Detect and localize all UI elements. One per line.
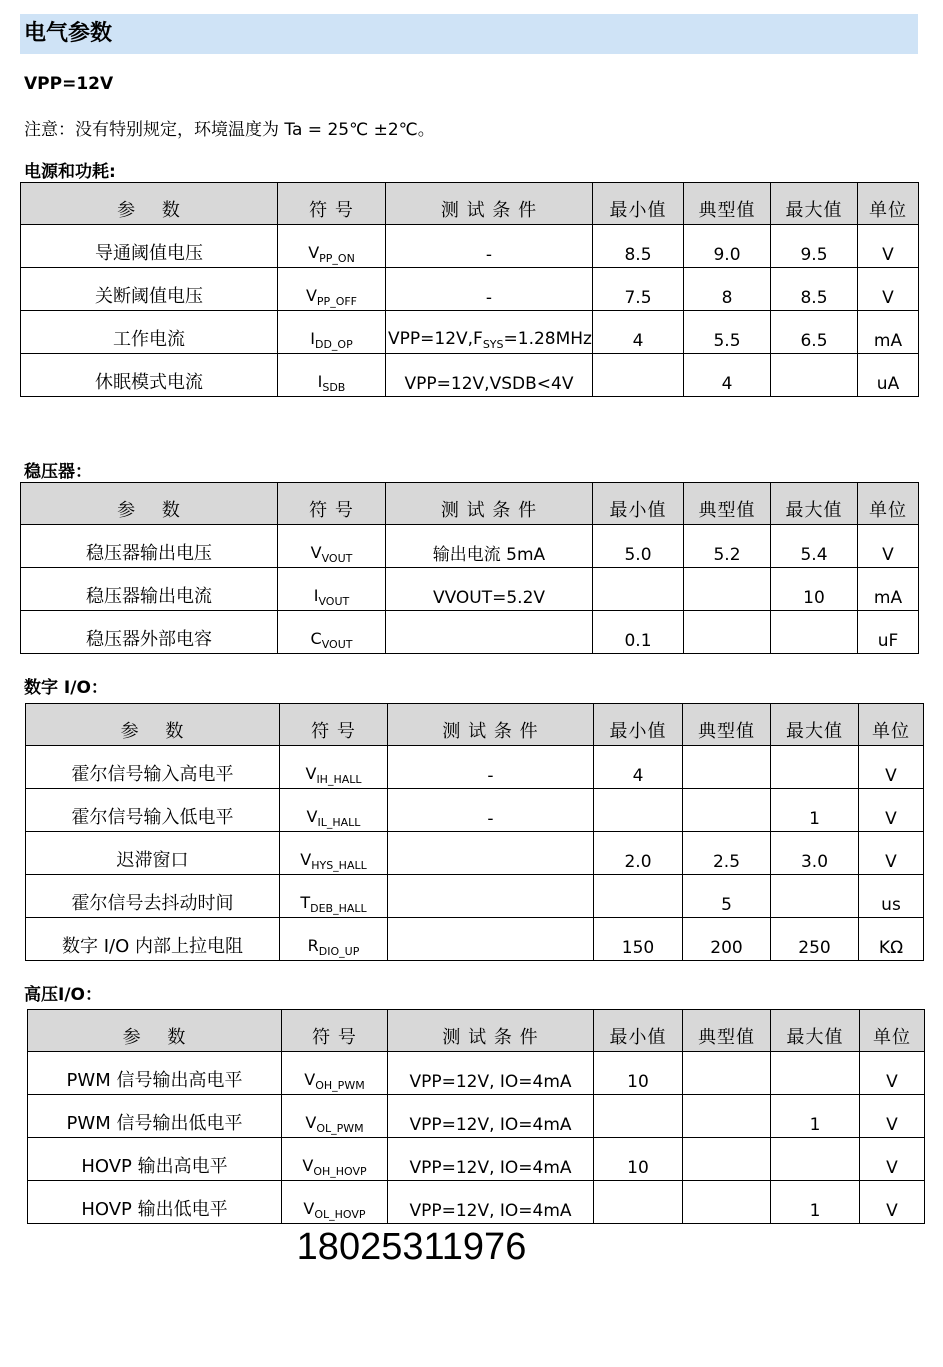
value-typ <box>684 611 771 654</box>
table-row <box>21 225 919 268</box>
symbol-main: V <box>305 764 317 783</box>
symbol <box>280 875 388 918</box>
symbol <box>280 832 388 875</box>
header-min: 最小值 <box>593 183 684 225</box>
value-min <box>593 354 684 397</box>
header-max: 最大值 <box>771 183 858 225</box>
test-condition: - <box>388 746 594 789</box>
page-title: 电气参数 <box>20 14 918 54</box>
value-max <box>771 354 858 397</box>
hv-io-table <box>27 1009 925 1224</box>
param-name: 霍尔信号输入高电平 <box>26 746 280 789</box>
value-unit: V <box>860 1052 925 1095</box>
condition-part: SYS <box>482 338 504 351</box>
test-condition <box>388 918 594 961</box>
header-typ: 典型值 <box>684 183 771 225</box>
value-typ: 4 <box>684 354 771 397</box>
value-typ <box>683 1181 771 1224</box>
header-condition: 测 试 条 件 <box>386 483 593 525</box>
value-max: 1 <box>771 1181 860 1224</box>
test-condition <box>386 611 593 654</box>
table-row <box>21 311 919 354</box>
table-row <box>26 832 924 875</box>
symbol <box>278 268 386 311</box>
value-typ: 5.2 <box>684 525 771 568</box>
value-min <box>593 568 684 611</box>
table-row <box>26 918 924 961</box>
value-max <box>771 1052 860 1095</box>
param-name: 休眠模式电流 <box>21 354 278 397</box>
param-name: 迟滞窗口 <box>26 832 280 875</box>
param-name: HOVP 输出高电平 <box>28 1138 282 1181</box>
symbol-main: V <box>310 543 322 562</box>
table-row <box>21 568 919 611</box>
value-typ: 8 <box>684 268 771 311</box>
value-min: 4 <box>593 311 684 354</box>
value-unit: uF <box>858 611 919 654</box>
symbol-subscript: DIO_UP <box>318 945 360 958</box>
symbol-main: C <box>310 629 322 648</box>
table-header-row <box>21 183 919 225</box>
param-name: 霍尔信号输入低电平 <box>26 789 280 832</box>
symbol-main: V <box>308 243 320 262</box>
symbol-subscript: DEB_HALL <box>310 902 367 915</box>
test-condition: VVOUT=5.2V <box>386 568 593 611</box>
param-name: 数字 I/O 内部上拉电阻 <box>26 918 280 961</box>
value-max: 250 <box>771 918 859 961</box>
table-row <box>26 746 924 789</box>
symbol-main: V <box>305 286 317 305</box>
param-name: 导通阈值电压 <box>21 225 278 268</box>
param-name: 霍尔信号去抖动时间 <box>26 875 280 918</box>
value-typ: 5.5 <box>684 311 771 354</box>
header-typ: 典型值 <box>684 483 771 525</box>
value-min: 2.0 <box>594 832 683 875</box>
value-min <box>594 1095 683 1138</box>
value-typ <box>683 746 771 789</box>
symbol-subscript: OH_HOVP <box>313 1165 367 1178</box>
symbol <box>278 568 386 611</box>
test-condition <box>386 311 593 354</box>
header-max: 最大值 <box>771 483 858 525</box>
condition-part: VPP=12V,F <box>388 329 483 349</box>
header-condition: 测 试 条 件 <box>388 1010 594 1052</box>
value-max: 6.5 <box>771 311 858 354</box>
header-symbol: 符 号 <box>278 183 386 225</box>
value-typ <box>683 1052 771 1095</box>
symbol-subscript: HYS_HALL <box>311 859 367 872</box>
symbol-subscript: IL_HALL <box>317 816 361 829</box>
symbol-subscript: PP_ON <box>319 252 355 265</box>
param-name: PWM 信号输出低电平 <box>28 1095 282 1138</box>
value-min: 7.5 <box>593 268 684 311</box>
value-typ <box>683 789 771 832</box>
test-condition <box>388 875 594 918</box>
symbol-main: V <box>302 1156 314 1175</box>
value-unit: uA <box>858 354 919 397</box>
value-max <box>771 611 858 654</box>
value-min <box>594 1181 683 1224</box>
section-title-regulator: 稳压器： <box>24 462 92 482</box>
header-unit: 单位 <box>858 483 919 525</box>
header-condition: 测 试 条 件 <box>386 183 593 225</box>
symbol <box>280 918 388 961</box>
phone-number: 18025311976 <box>296 1226 527 1268</box>
value-typ: 9.0 <box>684 225 771 268</box>
header-typ: 典型值 <box>683 1010 771 1052</box>
test-condition: VPP=12V, IO=4mA <box>388 1181 594 1224</box>
symbol-subscript: IH_HALL <box>316 773 362 786</box>
test-condition: VPP=12V, IO=4mA <box>388 1138 594 1181</box>
value-unit: us <box>859 875 924 918</box>
test-condition: - <box>386 225 593 268</box>
symbol <box>280 789 388 832</box>
value-max <box>771 875 859 918</box>
value-max: 8.5 <box>771 268 858 311</box>
header-param: 参 数 <box>21 183 278 225</box>
param-name: HOVP 输出低电平 <box>28 1181 282 1224</box>
value-min <box>594 789 683 832</box>
symbol-subscript: VOUT <box>318 595 350 608</box>
test-condition: VPP=12V,VSDB<4V <box>386 354 593 397</box>
value-max <box>771 746 859 789</box>
symbol-subscript: OL_HOVP <box>314 1208 366 1221</box>
symbol <box>278 225 386 268</box>
value-min: 10 <box>594 1052 683 1095</box>
value-max: 9.5 <box>771 225 858 268</box>
value-min: 150 <box>594 918 683 961</box>
test-condition: VPP=12V, IO=4mA <box>388 1052 594 1095</box>
value-min: 4 <box>594 746 683 789</box>
symbol-subscript: SDB <box>322 381 346 394</box>
symbol <box>278 611 386 654</box>
table-row <box>21 525 919 568</box>
table-row <box>26 875 924 918</box>
value-max <box>771 1138 860 1181</box>
condition-part: =1.28MHz <box>503 329 592 349</box>
symbol-main: I <box>317 372 323 391</box>
section-title-digital-io: 数字 I/O： <box>24 678 108 698</box>
symbol-main: V <box>305 1113 317 1132</box>
table-row <box>21 611 919 654</box>
table-header-row <box>26 704 924 746</box>
section-title-hv-io: 高压I/O： <box>24 985 102 1005</box>
value-unit: V <box>858 525 919 568</box>
table-row <box>28 1138 925 1181</box>
value-typ: 5 <box>683 875 771 918</box>
value-unit: V <box>860 1095 925 1138</box>
symbol-main: I <box>313 586 319 605</box>
value-unit: V <box>859 832 924 875</box>
section-title-power: 电源和功耗: <box>24 162 116 182</box>
value-unit: V <box>858 225 919 268</box>
header-param: 参 数 <box>26 704 280 746</box>
value-max: 1 <box>771 1095 860 1138</box>
header-max: 最大值 <box>771 704 859 746</box>
value-typ <box>683 1138 771 1181</box>
symbol-main: V <box>303 1199 315 1218</box>
value-typ <box>683 1095 771 1138</box>
symbol-subscript: OL_PWM <box>316 1122 364 1135</box>
value-unit: V <box>858 268 919 311</box>
power-table <box>20 182 919 397</box>
value-typ <box>684 568 771 611</box>
value-max: 1 <box>771 789 859 832</box>
header-unit: 单位 <box>859 704 924 746</box>
header-symbol: 符 号 <box>278 483 386 525</box>
header-symbol: 符 号 <box>282 1010 388 1052</box>
value-min <box>594 875 683 918</box>
value-min: 10 <box>594 1138 683 1181</box>
symbol-subscript: DD_OP <box>314 338 353 351</box>
symbol-subscript: VOUT <box>321 552 353 565</box>
table-row <box>28 1095 925 1138</box>
param-name: 稳压器外部电容 <box>21 611 278 654</box>
header-param: 参 数 <box>21 483 278 525</box>
header-unit: 单位 <box>858 183 919 225</box>
symbol-main: V <box>304 1070 316 1089</box>
digital-io-table <box>25 703 924 961</box>
symbol <box>280 746 388 789</box>
header-unit: 单位 <box>860 1010 925 1052</box>
header-min: 最小值 <box>593 483 684 525</box>
symbol-subscript: VOUT <box>321 638 353 651</box>
value-unit: V <box>859 746 924 789</box>
header-max: 最大值 <box>771 1010 860 1052</box>
symbol-main: R <box>307 936 319 955</box>
value-unit: mA <box>858 568 919 611</box>
note-text: 注意：没有特别规定，环境温度为 Ta = 25℃ ±2℃。 <box>24 120 435 140</box>
value-max: 3.0 <box>771 832 859 875</box>
symbol <box>282 1095 388 1138</box>
value-typ: 2.5 <box>683 832 771 875</box>
table-row <box>26 789 924 832</box>
test-condition: VPP=12V, IO=4mA <box>388 1095 594 1138</box>
table-row <box>28 1052 925 1095</box>
value-unit: mA <box>858 311 919 354</box>
param-name: 工作电流 <box>21 311 278 354</box>
symbol <box>282 1138 388 1181</box>
symbol <box>282 1052 388 1095</box>
value-unit: V <box>859 789 924 832</box>
symbol-subscript: PP_OFF <box>316 295 358 308</box>
test-condition <box>388 832 594 875</box>
symbol <box>278 525 386 568</box>
symbol-main: V <box>300 850 312 869</box>
table-header-row <box>28 1010 925 1052</box>
header-symbol: 符 号 <box>280 704 388 746</box>
table-row <box>21 354 919 397</box>
symbol <box>278 311 386 354</box>
test-condition: - <box>386 268 593 311</box>
param-name: PWM 信号输出高电平 <box>28 1052 282 1095</box>
regulator-table <box>20 482 919 654</box>
symbol-main: V <box>306 807 318 826</box>
symbol-main: T <box>300 893 311 912</box>
header-min: 最小值 <box>594 1010 683 1052</box>
param-name: 关断阈值电压 <box>21 268 278 311</box>
symbol <box>278 354 386 397</box>
value-min: 0.1 <box>593 611 684 654</box>
test-condition: - <box>388 789 594 832</box>
header-param: 参 数 <box>28 1010 282 1052</box>
test-condition: 输出电流 5mA <box>386 525 593 568</box>
param-name: 稳压器输出电流 <box>21 568 278 611</box>
value-max: 10 <box>771 568 858 611</box>
symbol-subscript: OH_PWM <box>315 1079 365 1092</box>
symbol-main: I <box>310 329 315 348</box>
value-unit: V <box>860 1181 925 1224</box>
header-min: 最小值 <box>594 704 683 746</box>
value-unit: V <box>860 1138 925 1181</box>
value-typ: 200 <box>683 918 771 961</box>
table-header-row <box>21 483 919 525</box>
value-min: 5.0 <box>593 525 684 568</box>
param-name: 稳压器输出电压 <box>21 525 278 568</box>
value-unit: KΩ <box>859 918 924 961</box>
symbol <box>282 1181 388 1224</box>
header-condition: 测 试 条 件 <box>388 704 594 746</box>
header-typ: 典型值 <box>683 704 771 746</box>
value-max: 5.4 <box>771 525 858 568</box>
table-row <box>21 268 919 311</box>
table-row <box>28 1181 925 1224</box>
value-min: 8.5 <box>593 225 684 268</box>
vpp-label: VPP=12V <box>24 74 114 94</box>
